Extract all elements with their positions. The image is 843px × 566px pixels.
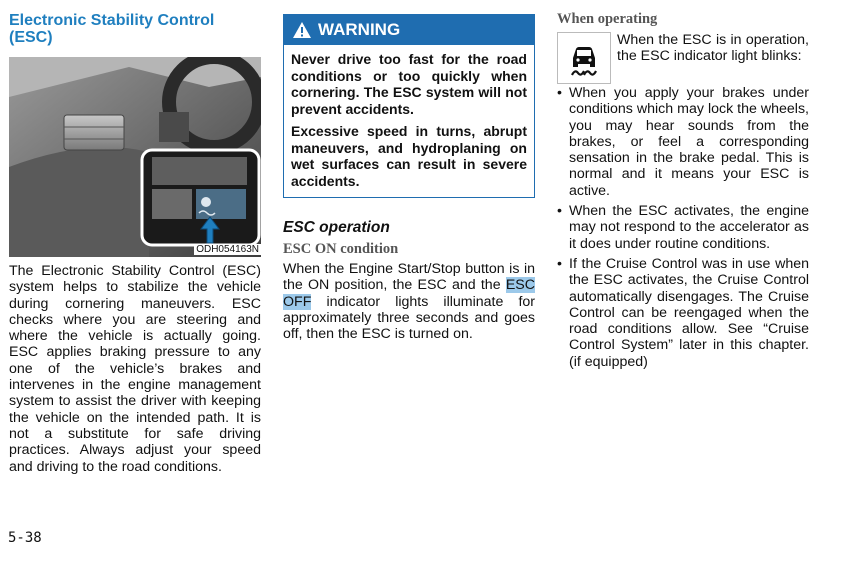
warning-triangle-icon — [292, 21, 312, 39]
esc-on-text-after: indicator lights illuminate for approximately three seconds and goes off, then the ESC is turned on. — [283, 293, 535, 343]
section-title — [9, 12, 261, 46]
esc-off-highlight: ESC OFF — [283, 277, 535, 310]
list-item: • When you apply your brakes under conditions which may lock the wheels, you may hear sounds from the brakes, or feel a corresponding sensation in the brake pedal. This is normal and it means your ESC is active. — [557, 85, 809, 199]
esc-on-condition-heading: ESC ON condition — [283, 241, 399, 257]
esc-on-paragraph — [283, 261, 535, 342]
warning-header — [284, 15, 534, 45]
figure-code: ODH054163N — [196, 244, 259, 255]
when-operating-text: When the ESC is in operation, the ESC indicator light blinks: — [617, 32, 809, 65]
when-operating-intro — [557, 32, 809, 86]
when-operating-heading: When operating — [557, 11, 658, 27]
warning-title: WARNING — [318, 20, 401, 39]
warning-paragraph-2: Excessive speed in turns, abrupt maneuvers, and hydroplaning on wet surfaces can result in severe accidents. — [291, 123, 527, 189]
bullet-text-2: When the ESC activates, the engine may not respond to the accelerator as it does under routine conditions. — [569, 203, 809, 252]
warning-box — [283, 14, 535, 198]
list-item: • When the ESC activates, the engine may not respond to the accelerator as it does under routine conditions. — [557, 203, 809, 252]
intro-paragraph: The Electronic Stability Control (ESC) system helps to stabilize the vehicle during cornering maneuvers. ESC checks where you are steering and where the vehicle is actually going. ESC applies braking pressure to any one of the vehicle’s brakes and intervenes in the engine management system to assist the driver with keeping the vehicle on the intended path. It is not a substitute for safe driving practices. Always adjust your speed and driving to the road conditions. — [9, 263, 261, 475]
esc-skid-car-icon — [557, 32, 611, 84]
list-item: • If the Cruise Control was in use when the ESC activates, the Cruise Control automatically disengages. The Cruise Control can be reengaged when the road conditions allow. See “Cruise Control System” later in this chapter. (if equipped) — [557, 255, 809, 370]
left-column — [9, 0, 261, 475]
section-title-line2: (ESC) — [9, 29, 53, 46]
bullet-text-3: If the Cruise Control was in use when the ESC activates, the Cruise Control automatically disengages. The Cruise Control can be reengaged when the road conditions allow. See “Cruise Control System” later in this chapter. (if equipped) — [569, 255, 809, 370]
page-number: 5-38 — [8, 530, 42, 546]
esc-operation-heading: ESC operation — [283, 219, 390, 236]
bullet-text-1: When you apply your brakes under conditions which may lock the wheels, you may hear sounds from the brakes, or feel a corresponding sensation in the brake pedal. This is normal and it means your ESC is active. — [569, 85, 809, 199]
warning-body — [284, 45, 534, 197]
section-title-line1: Electronic Stability Control — [9, 12, 215, 29]
esc-switch-photo — [9, 57, 261, 257]
dashboard-illustration — [9, 57, 261, 257]
esc-on-text-before: When the Engine Start/Stop button is in the ON position, the ESC and the — [283, 261, 535, 294]
when-operating-list — [557, 85, 809, 374]
warning-paragraph-1: Never drive too fast for the road conditions or too quickly when cornering. The ESC system will not prevent accidents. — [291, 51, 527, 117]
